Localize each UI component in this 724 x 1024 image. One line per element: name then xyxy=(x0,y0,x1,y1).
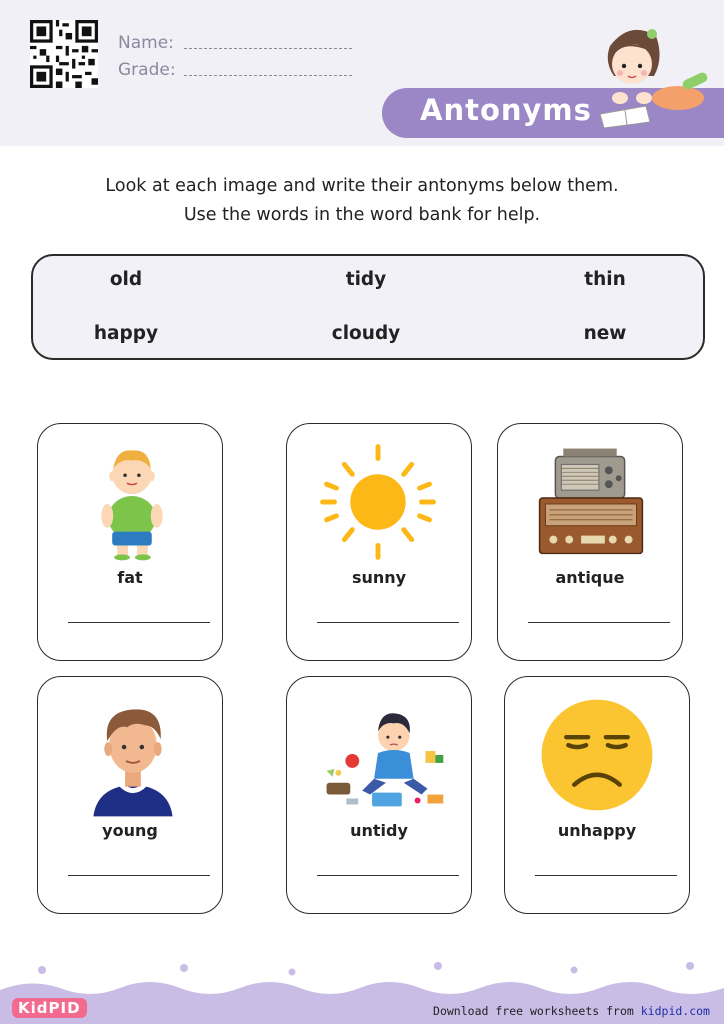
answer-line[interactable] xyxy=(528,622,670,623)
chubby-boy-icon xyxy=(38,438,222,564)
word-bank-item: cloudy xyxy=(331,323,401,344)
answer-line[interactable] xyxy=(68,875,210,876)
young-boy-icon xyxy=(38,691,222,817)
card-young xyxy=(37,676,223,914)
name-label: Name: xyxy=(118,33,174,53)
page-title: Antonyms xyxy=(420,93,592,127)
card-sunny xyxy=(286,423,472,661)
card-label: young xyxy=(102,821,158,840)
answer-line[interactable] xyxy=(317,622,459,623)
word-bank-item: old xyxy=(109,269,143,290)
qr-code-icon xyxy=(30,20,98,88)
girl-reading-icon xyxy=(590,18,710,128)
card-label: sunny xyxy=(351,568,407,587)
word-bank xyxy=(31,254,705,360)
answer-line[interactable] xyxy=(535,875,677,876)
word-bank-item: new xyxy=(583,323,627,344)
grade-field[interactable] xyxy=(184,75,352,76)
sun-icon xyxy=(287,438,471,564)
answer-line[interactable] xyxy=(317,875,459,876)
unhappy-face-icon xyxy=(505,691,689,817)
answer-line[interactable] xyxy=(68,622,210,623)
card-untidy xyxy=(286,676,472,914)
card-label: untidy xyxy=(350,821,408,840)
instructions-line-2: Use the words in the word bank for help. xyxy=(183,205,541,225)
card-label: antique xyxy=(555,568,625,587)
name-field[interactable] xyxy=(184,48,352,49)
word-bank-item: happy xyxy=(93,323,159,344)
messy-room-icon xyxy=(287,691,471,817)
card-antique xyxy=(497,423,683,661)
antique-radio-icon xyxy=(498,438,682,564)
card-label: fat xyxy=(117,568,143,587)
card-unhappy xyxy=(504,676,690,914)
kidpid-logo: KidPID xyxy=(12,998,87,1018)
card-label: unhappy xyxy=(557,821,637,840)
download-text: Download free worksheets from xyxy=(433,1004,641,1018)
grade-label: Grade: xyxy=(118,60,176,80)
instructions-line-1: Look at each image and write their antonyms below them. xyxy=(105,176,619,196)
word-bank-item: tidy xyxy=(345,269,387,290)
word-bank-item: thin xyxy=(584,269,626,290)
card-fat xyxy=(37,423,223,661)
kidpid-link[interactable]: kidpid.com xyxy=(640,1004,710,1018)
download-note xyxy=(433,1004,710,1018)
